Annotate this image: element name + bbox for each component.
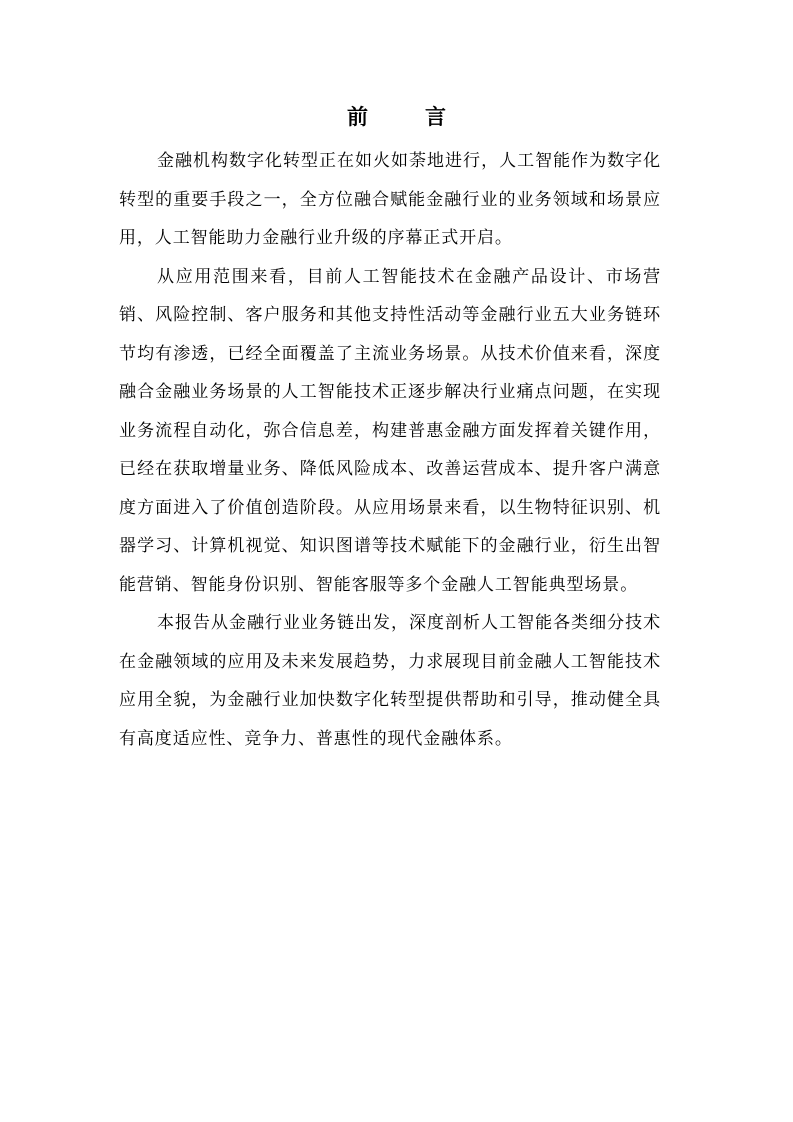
paragraph-report-purpose: 本报告从金融行业业务链出发，深度剖析人工智能各类细分技术在金融领域的应用及未来发展趋势，力求展现目前金融人工智能技术应用全貌，为金融行业加快数字化转型提供帮助和引导，推动健全具有高度适应性、竞争力、普惠性的现代金融体系。 bbox=[119, 613, 661, 749]
paragraph-application-scope: 从应用范围来看，目前人工智能技术在金融产品设计、市场营销、风险控制、客户服务和其他支持性活动等金融行业五大业务链环节均有渗透，已经全面覆盖了主流业务场景。从技术价值来看，深度融合金融业务场景的人工智能技术正逐步解决行业痛点问题，在实现业务流程自动化，弥合信息差，构建普惠金融方面发挥着关键作用，已经在获取增量业务、降低风险成本、改善运营成本、提升客户满意度方面进入了价值创造阶段。从应用场景来看，以生物特征识别、机器学习、计算机视觉、知识图谱等技术赋能下的金融行业，衍生出智能营销、智能身份识别、智能客服等多个金融人工智能典型场景。 bbox=[119, 266, 661, 595]
paragraph-intro: 金融机构数字化转型正在如火如荼地进行，人工智能作为数字化转型的重要手段之一，全方位融合赋能金融行业的业务领域和场景应用，人工智能助力金融行业升级的序幕正式开启。 bbox=[119, 151, 661, 248]
document-body bbox=[119, 142, 661, 758]
page-title: 前 言 bbox=[347, 104, 464, 129]
